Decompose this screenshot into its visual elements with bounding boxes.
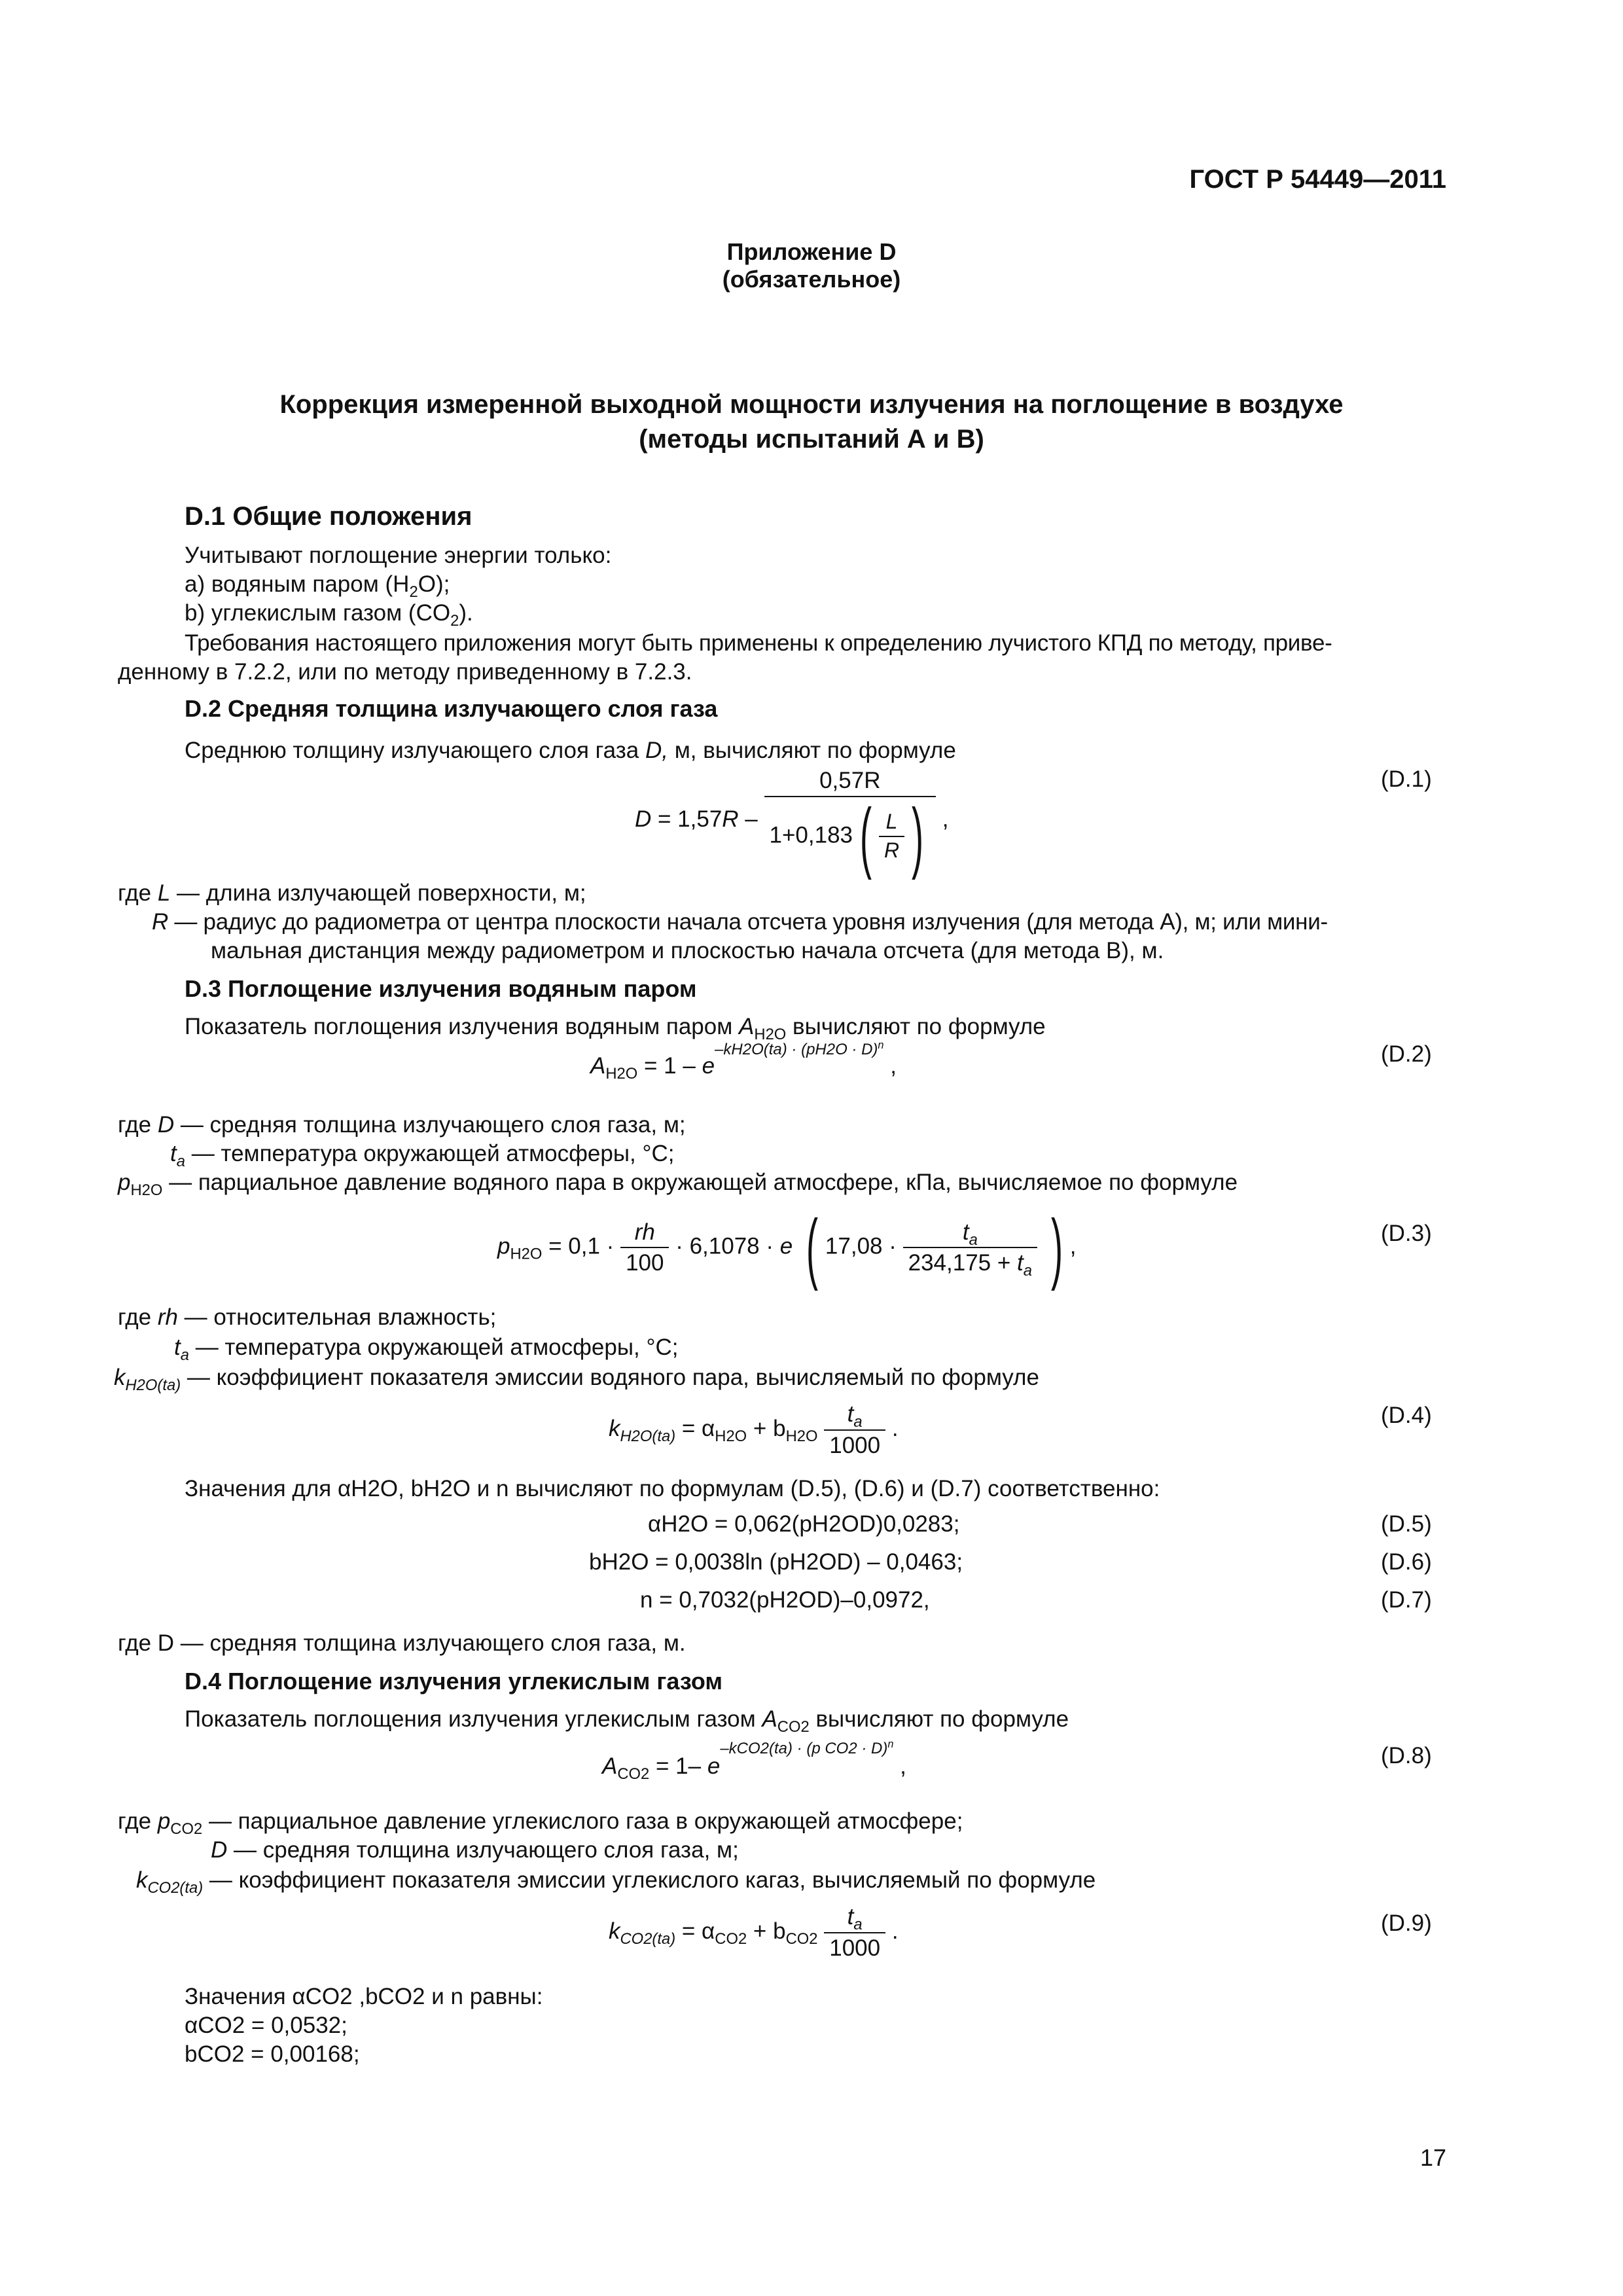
d4-value-alpha: αCO2 = 0,0532; (185, 2013, 348, 2038)
d1-paragraph-line-1: Требования настоящего приложения могут быть применены к определению лучистого КПД по методу, приве- (185, 630, 1332, 656)
d4-where-D: D — средняя толщина излучающего слоя газа, м; (211, 1837, 739, 1863)
d1-intro: Учитывают поглощение энергии только: (185, 543, 612, 568)
formula-d2: $A_{H2O} = 1 - e^{-kH2O(ta) \cdot (pH2O \cdot D)^n}$ , (590, 1039, 897, 1083)
formula-d8: $A_{CO2} = 1-$ $e^{-kCO2(ta) \cdot (p CO2 \cdot D)^n}$ , (602, 1738, 906, 1783)
section-d3-heading: D.3 Поглощение излучения водяным паром (185, 975, 697, 1002)
d2-intro: Среднюю толщину излучающего слоя газа D, м, вычисляют по формуле (185, 738, 956, 763)
section-d2-heading: D.2 Средняя толщина излучающего слоя газа (185, 695, 718, 722)
equation-number-d9: (D.9) (1381, 1910, 1432, 1936)
d3-where-D-final: где D — средняя толщина излучающего слоя газа, м. (118, 1630, 686, 1656)
section-d4-heading: D.4 Поглощение излучения углекислым газом (185, 1668, 722, 1695)
formula-d3: $p_{H2O} = 0,1$ · $\frac{rh}{100}$ · 6,1078 · e ( 17,08 · $\frac{t_a}{234,175 + t_a}$ ) , (497, 1204, 1077, 1291)
d3-where-pH2O: $p_{H2O}$ — парциальное давление водяного пара в окружающей атмосфере, кПа, вычисляемое по формуле (118, 1170, 1238, 1199)
equation-number-d6: (D.6) (1381, 1549, 1432, 1575)
formula-d5: αH2O = 0,062(pH2OD)0,0283; (648, 1511, 960, 1537)
document-title-line-1: Коррекция измеренной выходной мощности излучения на поглощение в воздухе (279, 390, 1344, 419)
equation-number-d8: (D.8) (1381, 1743, 1432, 1768)
d3-where-D: где D — средняя толщина излучающего слоя газа, м; (118, 1112, 686, 1138)
d2-where-L: где L — длина излучающей поверхности, м; (118, 880, 586, 906)
d4-where-pCO2: где $p_{CO2}$ — парциальное давление углекислого газа в окружающей атмосфере; (118, 1808, 963, 1838)
standard-number: ГОСТ Р 54449—2011 (1189, 165, 1446, 194)
equation-number-d5: (D.5) (1381, 1511, 1432, 1537)
document-title-line-2: (методы испытаний А и В) (639, 425, 984, 454)
d1-paragraph-line-2: денному в 7.2.2, или по методу приведенному в 7.2.3. (118, 659, 692, 685)
equation-number-d7: (D.7) (1381, 1587, 1432, 1613)
d3-where-k: $k_{H2O(ta)}$ — коэффициент показателя эмиссии водяного пара, вычисляемый по формуле (114, 1365, 1039, 1394)
formula-d6: bH2O = 0,0038ln (pH2OD) – 0,0463; (589, 1549, 963, 1575)
section-d1-heading: D.1 Общие положения (185, 502, 473, 531)
d3-where-ta: $t_a$ — температура окружающей атмосферы, °С; (170, 1141, 675, 1170)
d1-item-b: b) углекислым газом $(CO_2)$. (185, 600, 473, 630)
formula-d7: n = 0,7032(pH2OD)–0,0972, (640, 1587, 930, 1613)
d3-where-rh: где rh — относительная влажность; (118, 1304, 497, 1330)
annex-status: (обязательное) (722, 266, 901, 293)
d1-item-a: a) водяным паром $(H_2O)$; (185, 571, 450, 601)
equation-number-d4: (D.4) (1381, 1403, 1432, 1428)
d4-intro: Показатель поглощения излучения углекислым газом $A_{CO2}$ вычисляют по формуле (185, 1706, 1069, 1736)
d4-value-b: bCO2 = 0,00168; (185, 2041, 360, 2067)
equation-number-d3: (D.3) (1381, 1221, 1432, 1246)
d4-where-k: $k_{CO2(ta)}$ — коэффициент показателя эмиссии углекислого кагаз, вычисляемый по формуле (136, 1867, 1096, 1897)
d4-values-intro: Значения αCO2 ,bCO2 и n равны: (185, 1984, 543, 2009)
d3-where-ta-2: $t_a$ — температура окружающей атмосферы, °С; (174, 1335, 679, 1364)
formula-d1: D = 1,57R – 0,57R 1+0,183( $\frac{L}{R}$ ) , (635, 766, 949, 876)
equation-number-d2: (D.2) (1381, 1041, 1432, 1067)
d2-where-R: R — радиус до радиометра от центра плоскости начала отсчета уровня излучения (для метода А), м; или мини- (152, 909, 1328, 935)
d2-where-R-cont: мальная дистанция между радиометром и плоскостью начала отсчета (для метода В), м. (211, 938, 1164, 963)
d3-values-intro: Значения для αH2O, bH2O и n вычисляют по формулам (D.5), (D.6) и (D.7) соответственно: (185, 1476, 1160, 1501)
annex-title: Приложение D (726, 238, 897, 265)
equation-number-d1: (D.1) (1381, 766, 1432, 792)
formula-d9: $k_{CO2(ta)} = \alpha_{CO2} + b_{CO2}$ $\frac{t_a}{1000}$ . (609, 1902, 899, 1963)
formula-d4: $k_{H2O(ta)} = \alpha_{H2O} + b_{H2O}$ $\frac{t_a}{1000}$ . (609, 1399, 899, 1460)
page-number: 17 (1419, 2144, 1446, 2171)
d3-intro: Показатель поглощения излучения водяным паром $A_{H2O}$ вычисляют по формуле (185, 1014, 1046, 1043)
